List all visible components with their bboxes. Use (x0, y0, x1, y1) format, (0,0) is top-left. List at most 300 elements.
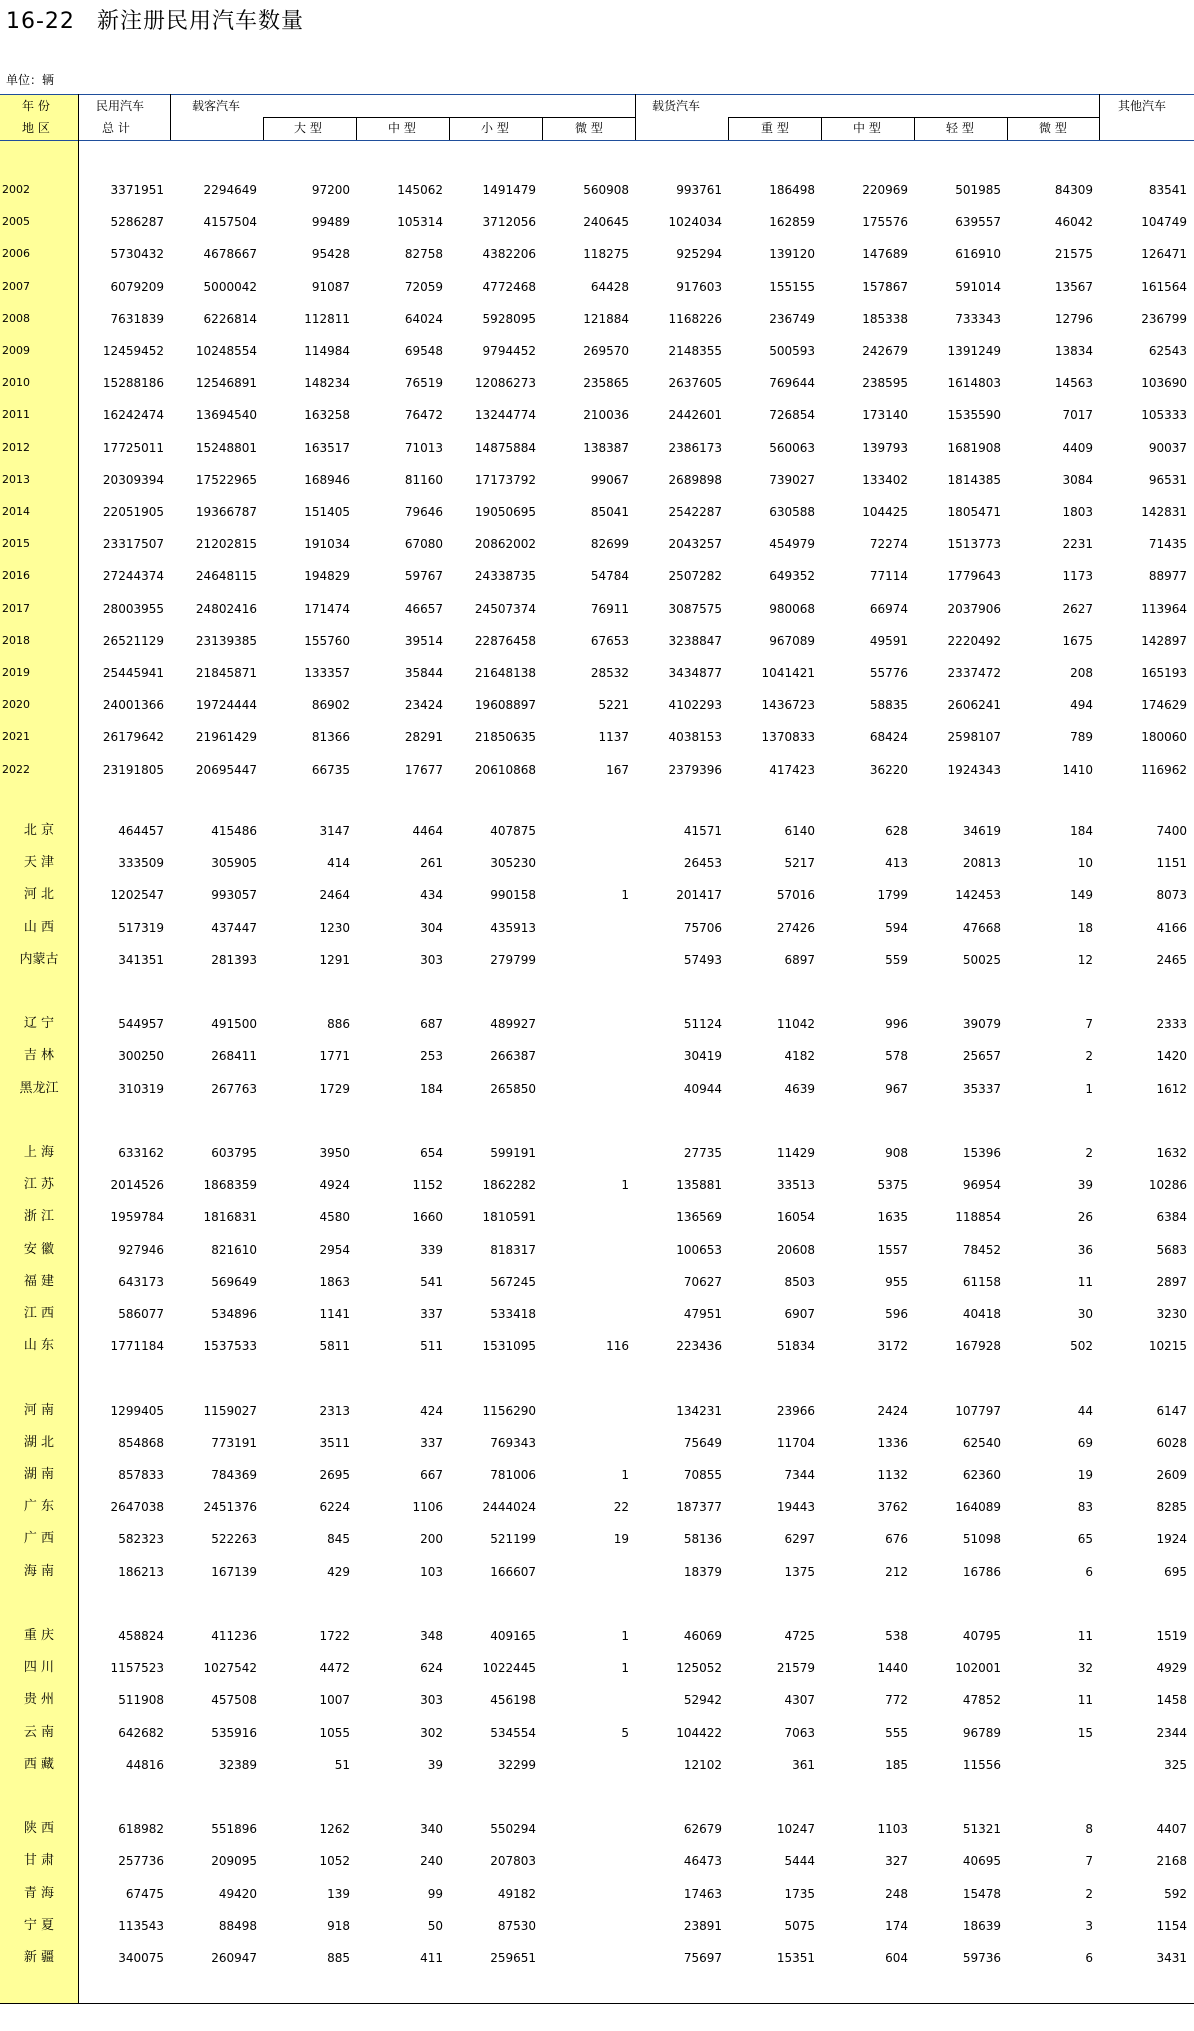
table-cell: 555 (885, 1725, 908, 1740)
table-cell: 17173792 (474, 472, 536, 487)
table-cell: 57493 (683, 952, 722, 967)
table-cell: 2606241 (947, 698, 1001, 713)
table-cell: 34619 (962, 824, 1001, 838)
region-row (0, 821, 1194, 841)
table-cell: 30 (1077, 1307, 1093, 1321)
table-cell: 435913 (490, 920, 536, 935)
table-cell: 1132 (877, 1468, 908, 1482)
table-cell: 1675 (1062, 633, 1093, 648)
table-cell: 66735 (311, 762, 350, 777)
table-cell: 550294 (490, 1822, 536, 1837)
table-cell: 407875 (490, 824, 536, 838)
header-passenger-medium: 中 型 (388, 121, 416, 135)
table-cell: 857833 (118, 1468, 164, 1482)
table-number: 16-22 (6, 9, 75, 34)
table-cell: 2313 (319, 1403, 350, 1418)
table-cell: 116962 (1141, 762, 1187, 777)
table-cell: 489927 (490, 1017, 536, 1032)
table-cell: 1151 (1156, 856, 1187, 871)
table-cell: 5 (621, 1725, 629, 1740)
table-cell: 3084 (1062, 472, 1093, 487)
year-row (0, 695, 1194, 715)
table-cell: 1458 (1156, 1693, 1187, 1708)
table-cell: 541 (420, 1274, 443, 1289)
table-cell: 908 (885, 1146, 908, 1160)
table-cell: 3434877 (668, 666, 722, 680)
table-cell: 86902 (311, 698, 350, 713)
table-cell: 66974 (869, 601, 908, 616)
table-cell: 44 (1077, 1403, 1093, 1418)
year-label: 2009 (2, 344, 30, 357)
region-row (0, 918, 1194, 938)
table-cell: 618982 (118, 1822, 164, 1837)
region-label: 新 疆 (23, 1950, 55, 1965)
table-cell: 19443 (776, 1500, 815, 1515)
table-cell: 9794452 (482, 344, 536, 358)
table-cell: 174629 (1141, 698, 1187, 713)
table-cell: 147689 (862, 247, 908, 262)
table-cell: 1410 (1062, 762, 1093, 777)
year-label: 2010 (2, 376, 30, 390)
table-cell: 99489 (311, 215, 350, 230)
table-cell: 1 (621, 888, 629, 903)
table-cell: 253 (420, 1049, 443, 1064)
column-divider (1099, 94, 1100, 140)
column-divider (356, 117, 357, 140)
table-cell: 599191 (490, 1146, 536, 1160)
table-cell: 739027 (769, 472, 815, 487)
table-cell: 51098 (962, 1532, 1001, 1547)
table-cell: 341351 (118, 952, 164, 967)
table-cell: 186213 (118, 1564, 164, 1579)
table-cell: 39514 (404, 633, 443, 648)
table-cell: 261 (420, 856, 443, 871)
table-cell: 167 (606, 762, 629, 777)
year-row (0, 438, 1194, 458)
table-cell: 59736 (962, 1951, 1001, 1965)
table-cell: 1924343 (947, 762, 1001, 777)
table-cell: 24507374 (474, 601, 536, 616)
region-row (0, 1143, 1194, 1163)
table-cell: 265850 (490, 1081, 536, 1096)
table-cell: 50025 (962, 952, 1001, 967)
table-cell: 2 (1085, 1886, 1093, 1901)
table-cell: 62360 (962, 1468, 1001, 1482)
table-cell: 19 (613, 1532, 629, 1547)
region-row (0, 1465, 1194, 1485)
table-cell: 11 (1077, 1274, 1093, 1289)
table-cell: 269570 (583, 344, 629, 358)
region-label: 山 东 (23, 1338, 55, 1354)
region-row (0, 1046, 1194, 1066)
table-cell: 534554 (490, 1725, 536, 1740)
table-cell: 15396 (962, 1146, 1001, 1160)
table-cell: 55776 (869, 666, 908, 680)
table-cell: 32 (1077, 1661, 1093, 1676)
region-row (0, 1272, 1194, 1292)
table-cell: 1370833 (761, 730, 815, 745)
table-cell: 30419 (683, 1049, 722, 1064)
column-divider (170, 94, 171, 140)
year-row (0, 502, 1194, 522)
table-cell: 4307 (784, 1693, 815, 1708)
table-cell: 51321 (962, 1822, 1001, 1837)
table-cell: 83541 (1148, 183, 1187, 197)
table-cell: 16054 (776, 1210, 815, 1225)
table-cell: 8503 (784, 1274, 815, 1289)
table-cell: 5075 (784, 1918, 815, 1933)
table-cell: 414 (327, 856, 350, 871)
table-cell: 11 (1077, 1693, 1093, 1708)
table-cell: 125052 (676, 1661, 722, 1676)
region-label: 天 津 (23, 855, 55, 871)
region-label: 河 北 (23, 887, 55, 903)
table-cell: 639557 (955, 215, 1001, 230)
table-cell: 415486 (211, 824, 257, 838)
table-cell: 567245 (490, 1274, 536, 1289)
table-cell: 1722 (319, 1629, 350, 1643)
table-cell: 4472 (319, 1661, 350, 1676)
table-cell: 594 (885, 920, 908, 935)
table-cell: 2379396 (668, 762, 722, 777)
table-cell: 21579 (776, 1661, 815, 1676)
header-passenger: 载客汽车 (192, 99, 241, 113)
table-cell: 24648115 (195, 569, 257, 584)
table-cell: 75697 (683, 1951, 722, 1965)
table-cell: 339 (420, 1242, 443, 1257)
table-cell: 4929 (1156, 1661, 1187, 1676)
table-cell: 4102293 (668, 698, 722, 713)
table-cell: 2507282 (668, 569, 722, 584)
table-cell: 10248554 (195, 344, 257, 358)
table-cell: 33513 (776, 1178, 815, 1193)
table-cell: 502 (1070, 1339, 1093, 1354)
table-cell: 2464 (319, 888, 350, 903)
table-cell: 642682 (118, 1725, 164, 1740)
table-cell: 604 (885, 1951, 908, 1965)
table-cell: 1 (621, 1661, 629, 1676)
table-cell: 220969 (862, 183, 908, 197)
table-cell: 164089 (955, 1500, 1001, 1515)
table-cell: 139 (327, 1886, 350, 1901)
table-cell: 49420 (218, 1886, 257, 1901)
table-cell: 1535590 (947, 408, 1001, 423)
table-cell: 1420 (1156, 1049, 1187, 1064)
table-cell: 15351 (776, 1951, 815, 1965)
table-cell: 100653 (676, 1242, 722, 1257)
table-cell: 200 (420, 1532, 443, 1547)
table-cell: 5000042 (203, 279, 257, 294)
table-cell: 81366 (311, 730, 350, 745)
table-cell: 46657 (404, 601, 443, 616)
table-cell: 41571 (683, 824, 722, 838)
table-cell: 511908 (118, 1693, 164, 1708)
table-cell: 103 (420, 1564, 443, 1579)
table-cell: 5444 (784, 1854, 815, 1869)
table-cell: 281393 (211, 952, 257, 967)
table-cell: 325 (1164, 1757, 1187, 1772)
table-cell: 21202815 (195, 537, 257, 552)
table-cell: 240645 (583, 215, 629, 230)
year-row (0, 244, 1194, 264)
table-cell: 1436723 (761, 698, 815, 713)
table-cell: 70627 (683, 1274, 722, 1289)
region-label: 重 庆 (23, 1628, 55, 1643)
table-cell: 990158 (490, 888, 536, 903)
table-cell: 136569 (676, 1210, 722, 1225)
table-cell: 51 (334, 1757, 350, 1772)
table-cell: 1103 (877, 1822, 908, 1837)
table-cell: 494 (1070, 698, 1093, 713)
table-cell: 13694540 (195, 408, 257, 423)
table-cell: 67475 (125, 1886, 164, 1901)
table-cell: 174 (885, 1918, 908, 1933)
table-cell: 1336 (877, 1435, 908, 1450)
table-cell: 789 (1070, 730, 1093, 745)
table-cell: 15248801 (195, 440, 257, 455)
table-cell: 83 (1077, 1500, 1093, 1515)
table-cell: 1291 (319, 952, 350, 967)
table-cell: 7631839 (110, 311, 164, 326)
table-cell: 1816831 (203, 1210, 257, 1225)
table-cell: 139120 (769, 247, 815, 262)
table-cell: 19608897 (474, 698, 536, 713)
table-cell: 142831 (1141, 505, 1187, 519)
region-row (0, 1401, 1194, 1421)
table-cell: 135881 (676, 1178, 722, 1193)
table-cell: 2897 (1156, 1274, 1187, 1289)
year-label: 2005 (2, 215, 30, 229)
table-cell: 1 (621, 1178, 629, 1193)
table-cell: 2337472 (947, 666, 1001, 680)
table-cell: 18639 (962, 1918, 1001, 1933)
table-cell: 4407 (1156, 1822, 1187, 1837)
year-row (0, 470, 1194, 490)
table-cell: 303 (420, 1693, 443, 1708)
table-cell: 8073 (1156, 888, 1187, 903)
table-cell: 3371951 (110, 183, 164, 197)
table-cell: 248 (885, 1886, 908, 1901)
table-cell: 773191 (211, 1435, 257, 1450)
table-cell: 17463 (683, 1886, 722, 1901)
year-label: 2015 (2, 537, 30, 551)
table-cell: 54784 (590, 569, 629, 584)
year-row (0, 212, 1194, 232)
table-cell: 16786 (962, 1564, 1001, 1579)
table-cell: 1799 (877, 888, 908, 903)
table-cell: 687 (420, 1017, 443, 1032)
region-label: 湖 南 (23, 1467, 55, 1482)
year-row (0, 341, 1194, 361)
table-cell: 133402 (862, 472, 908, 487)
table-cell: 2220492 (947, 633, 1001, 648)
year-row (0, 373, 1194, 393)
table-cell: 36220 (869, 762, 908, 777)
table-cell: 300250 (118, 1049, 164, 1064)
table-cell: 75706 (683, 920, 722, 935)
column-divider (1007, 117, 1008, 140)
table-cell: 69548 (404, 344, 443, 358)
region-label: 青 海 (23, 1885, 55, 1901)
table-cell: 6 (1085, 1564, 1093, 1579)
table-cell: 27426 (776, 920, 815, 935)
table-cell: 96531 (1148, 472, 1187, 487)
table-cell: 7 (1085, 1854, 1093, 1869)
region-label: 江 苏 (23, 1177, 55, 1193)
table-cell: 1557 (877, 1242, 908, 1257)
table-cell: 26 (1077, 1210, 1093, 1225)
table-cell: 40944 (683, 1081, 722, 1096)
table-cell: 654 (420, 1146, 443, 1160)
table-cell: 96954 (962, 1178, 1001, 1193)
table-cell: 113543 (118, 1918, 164, 1933)
column-divider (728, 117, 729, 140)
table-cell: 82699 (590, 537, 629, 552)
table-cell: 23424 (404, 698, 443, 713)
table-cell: 21961429 (195, 730, 257, 745)
table-cell: 118275 (583, 247, 629, 262)
table-cell: 7344 (784, 1468, 815, 1482)
region-label: 福 建 (23, 1273, 55, 1289)
table-cell: 2168 (1156, 1854, 1187, 1869)
table-cell: 591014 (955, 279, 1001, 294)
table-cell: 47668 (962, 920, 1001, 935)
header-truck-heavy: 重 型 (761, 121, 789, 135)
table-cell: 340075 (118, 1951, 164, 1965)
table-cell: 413 (885, 856, 908, 871)
header-passenger-mini: 微 型 (575, 121, 603, 135)
table-cell: 167928 (955, 1339, 1001, 1354)
table-cell: 4038153 (668, 730, 722, 745)
table-cell: 186498 (769, 183, 815, 197)
table-cell: 157867 (862, 279, 908, 294)
table-cell: 772 (885, 1693, 908, 1708)
table-cell: 925294 (676, 247, 722, 262)
table-cell: 6028 (1156, 1435, 1187, 1450)
table-cell: 501985 (955, 183, 1001, 197)
table-cell: 4924 (319, 1178, 350, 1193)
header-civil-total-top: 民用汽车 (96, 99, 145, 113)
table-cell: 57016 (776, 888, 815, 903)
table-cell: 17522965 (195, 472, 257, 487)
region-row (0, 1529, 1194, 1549)
year-row (0, 277, 1194, 297)
unit-label: 单位：辆 (6, 73, 55, 87)
table-cell: 3431 (1156, 1951, 1187, 1965)
table-cell: 2647038 (110, 1500, 164, 1515)
table-cell: 5811 (319, 1339, 350, 1354)
region-row (0, 853, 1194, 873)
table-cell: 500593 (769, 344, 815, 358)
table-cell: 162859 (769, 215, 815, 230)
table-cell: 491500 (211, 1017, 257, 1032)
table-cell: 927946 (118, 1242, 164, 1257)
table-cell: 429 (327, 1564, 350, 1579)
table-cell: 49182 (497, 1886, 536, 1901)
table-cell: 187377 (676, 1500, 722, 1515)
table-cell: 4382206 (482, 247, 536, 262)
year-row (0, 631, 1194, 651)
table-cell: 11429 (776, 1146, 815, 1160)
table-cell: 533418 (490, 1307, 536, 1321)
region-row (0, 1175, 1194, 1195)
region-label: 宁 夏 (23, 1917, 55, 1933)
table-cell: 118854 (955, 1210, 1001, 1225)
region-row (0, 1079, 1194, 1099)
table-cell: 348 (420, 1629, 443, 1643)
table-cell: 327 (885, 1854, 908, 1869)
table-cell: 2954 (319, 1242, 350, 1257)
table-cell: 15 (1077, 1725, 1093, 1740)
table-cell: 1159027 (203, 1403, 257, 1418)
header-passenger-large: 大 型 (294, 121, 322, 135)
region-label: 吉 林 (23, 1048, 55, 1064)
table-cell: 40418 (962, 1307, 1001, 1321)
table-cell: 180060 (1141, 730, 1187, 745)
table-cell: 84309 (1054, 183, 1093, 197)
table-cell: 1614803 (947, 376, 1001, 391)
table-cell: 1635 (877, 1210, 908, 1225)
table-cell: 4157504 (203, 215, 257, 230)
table-cell: 133357 (304, 666, 350, 680)
table-cell: 2689898 (668, 472, 722, 487)
year-row (0, 760, 1194, 780)
table-cell: 3511 (319, 1435, 350, 1450)
table-cell: 105333 (1141, 408, 1187, 423)
table-cell: 2451376 (203, 1500, 257, 1515)
table-cell: 2609 (1156, 1468, 1187, 1482)
table-cell: 578 (885, 1049, 908, 1064)
table-cell: 1024034 (668, 215, 722, 230)
table-cell: 845 (327, 1532, 350, 1547)
region-row (0, 885, 1194, 905)
table-cell: 1959784 (110, 1210, 164, 1225)
table-cell: 10 (1077, 856, 1093, 871)
table-cell: 582323 (118, 1532, 164, 1547)
table-cell: 26453 (683, 856, 722, 871)
table-cell: 242679 (862, 344, 908, 358)
header-passenger-small: 小 型 (481, 121, 509, 135)
region-label: 江 西 (23, 1306, 55, 1321)
table-cell: 47852 (962, 1693, 1001, 1708)
table-cell: 1157523 (110, 1661, 164, 1676)
table-cell: 955 (885, 1274, 908, 1289)
header-other: 其他汽车 (1118, 99, 1167, 113)
table-cell: 64428 (590, 279, 629, 294)
table-cell: 104422 (676, 1725, 722, 1740)
table-cell: 2444024 (482, 1500, 536, 1515)
table-cell: 4580 (319, 1210, 350, 1225)
region-row (0, 1562, 1194, 1582)
table-cell: 210036 (583, 408, 629, 423)
page-title (6, 4, 304, 35)
table-cell: 458824 (118, 1629, 164, 1643)
table-cell: 1156290 (482, 1403, 536, 1418)
table-cell: 643173 (118, 1274, 164, 1289)
table-cell: 1513773 (947, 537, 1001, 552)
year-label: 2020 (2, 698, 30, 712)
table-cell: 2 (1085, 1049, 1093, 1064)
table-cell: 1168226 (668, 311, 722, 326)
region-row (0, 1240, 1194, 1260)
table-cell: 1055 (319, 1725, 350, 1740)
table-cell: 569649 (211, 1274, 257, 1289)
table-cell: 134231 (676, 1403, 722, 1418)
table-cell: 139793 (862, 440, 908, 455)
table-cell: 2637605 (668, 376, 722, 391)
table-cell: 5221 (598, 698, 629, 713)
year-label: 2006 (2, 247, 30, 261)
